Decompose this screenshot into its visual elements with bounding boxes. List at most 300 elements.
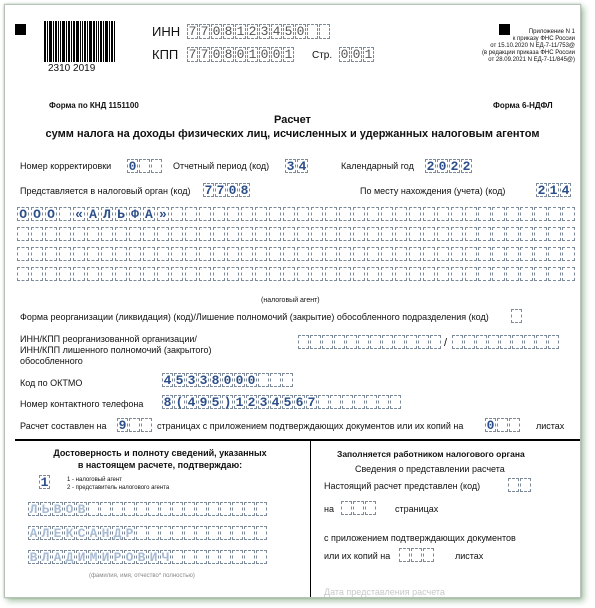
char-cell[interactable] (465, 207, 477, 221)
char-cell[interactable] (59, 247, 71, 261)
char-cell[interactable] (423, 548, 434, 562)
char-cell[interactable]: 0 (235, 372, 244, 388)
char-cell[interactable] (390, 395, 401, 409)
char-cell[interactable] (199, 247, 211, 261)
char-cell[interactable]: ( (175, 394, 184, 410)
char-cell[interactable]: Д (113, 525, 122, 541)
phone-cells[interactable] (162, 395, 402, 409)
char-cell[interactable] (512, 335, 523, 349)
char-cell[interactable] (199, 267, 211, 281)
char-cell[interactable] (213, 247, 225, 261)
char-cell[interactable] (322, 335, 333, 349)
char-cell[interactable] (437, 207, 449, 221)
char-cell[interactable] (311, 227, 323, 241)
char-cell[interactable] (311, 267, 323, 281)
char-cell[interactable] (241, 227, 253, 241)
char-cell[interactable]: 1 (549, 182, 558, 198)
char-cell[interactable] (184, 550, 195, 564)
char-cell[interactable] (534, 267, 546, 281)
char-cell[interactable]: 0 (128, 158, 137, 174)
char-cell[interactable]: ) (223, 394, 232, 410)
char-cell[interactable] (358, 335, 369, 349)
char-cell[interactable] (227, 227, 239, 241)
reorg-kpp-cells[interactable] (452, 335, 560, 349)
char-cell[interactable]: Е (53, 525, 62, 541)
char-cell[interactable] (297, 267, 309, 281)
char-cell[interactable] (17, 267, 29, 281)
char-cell[interactable] (399, 548, 410, 562)
char-cell[interactable]: 2 (247, 394, 256, 410)
char-cell[interactable]: 7 (188, 24, 197, 39)
char-cell[interactable] (465, 227, 477, 241)
char-cell[interactable] (129, 418, 140, 432)
char-cell[interactable] (87, 227, 99, 241)
char-cell[interactable] (346, 335, 357, 349)
char-cell[interactable]: 0 (212, 47, 221, 62)
char-cell[interactable] (318, 395, 329, 409)
char-cell[interactable] (562, 267, 574, 281)
char-cell[interactable]: Ь (41, 501, 50, 517)
char-cell[interactable] (139, 159, 150, 173)
char-cell[interactable] (520, 227, 532, 241)
char-cell[interactable] (115, 247, 127, 261)
char-cell[interactable] (148, 526, 159, 540)
char-cell[interactable] (548, 247, 560, 261)
char-cell[interactable] (256, 526, 267, 540)
char-cell[interactable] (59, 227, 71, 241)
char-cell[interactable] (88, 502, 99, 516)
char-cell[interactable]: Л (41, 525, 50, 541)
char-cell[interactable] (325, 267, 337, 281)
char-cell[interactable]: « (73, 207, 85, 221)
char-cell[interactable] (45, 267, 57, 281)
char-cell[interactable]: 0 (228, 182, 237, 198)
char-cell[interactable] (325, 207, 337, 221)
char-cell[interactable] (171, 227, 183, 241)
char-cell[interactable] (339, 227, 351, 241)
location-cells[interactable] (536, 183, 572, 197)
char-cell[interactable]: 8 (240, 182, 249, 198)
char-cell[interactable] (208, 526, 219, 540)
char-cell[interactable] (451, 267, 463, 281)
char-cell[interactable] (508, 478, 519, 492)
char-cell[interactable] (160, 502, 171, 516)
char-cell[interactable]: 0 (296, 24, 305, 39)
char-cell[interactable] (325, 227, 337, 241)
char-cell[interactable] (378, 395, 389, 409)
char-cell[interactable]: 6 (295, 394, 304, 410)
char-cell[interactable] (255, 207, 267, 221)
char-cell[interactable] (409, 247, 421, 261)
char-cell[interactable] (534, 247, 546, 261)
char-cell[interactable] (199, 227, 211, 241)
char-cell[interactable]: 9 (118, 417, 127, 433)
char-cell[interactable] (172, 502, 183, 516)
char-cell[interactable] (244, 502, 255, 516)
char-cell[interactable] (395, 207, 407, 221)
char-cell[interactable]: 2 (450, 158, 459, 174)
char-cell[interactable] (171, 207, 183, 221)
char-cell[interactable] (409, 227, 421, 241)
char-cell[interactable] (478, 267, 490, 281)
char-cell[interactable] (283, 267, 295, 281)
char-cell[interactable]: 3 (199, 372, 208, 388)
char-cell[interactable] (509, 418, 520, 432)
char-cell[interactable] (160, 526, 171, 540)
char-cell[interactable] (283, 227, 295, 241)
char-cell[interactable] (199, 207, 211, 221)
char-cell[interactable]: 2 (537, 182, 546, 198)
char-cell[interactable] (409, 207, 421, 221)
char-cell[interactable]: 4 (187, 394, 196, 410)
char-cell[interactable] (506, 247, 518, 261)
char-cell[interactable] (297, 207, 309, 221)
reorg-cells[interactable] (511, 309, 523, 323)
char-cell[interactable] (476, 335, 487, 349)
char-cell[interactable]: Л (101, 207, 113, 221)
char-cell[interactable]: 0 (352, 47, 361, 62)
right-pages-cells[interactable] (341, 501, 377, 515)
char-cell[interactable] (100, 502, 111, 516)
char-cell[interactable]: 4 (298, 158, 307, 174)
page-cells[interactable] (339, 47, 375, 62)
char-cell[interactable] (101, 247, 113, 261)
char-cell[interactable] (141, 418, 152, 432)
char-cell[interactable]: Ь (115, 207, 127, 221)
char-cell[interactable]: 0 (247, 372, 256, 388)
char-cell[interactable] (342, 395, 353, 409)
char-cell[interactable]: В (137, 549, 146, 565)
char-cell[interactable]: 0 (272, 47, 281, 62)
char-cell[interactable]: 1 (236, 24, 245, 39)
char-cell[interactable] (172, 526, 183, 540)
char-cell[interactable]: 1 (248, 47, 257, 62)
char-cell[interactable]: Д (65, 549, 74, 565)
char-cell[interactable]: О (125, 549, 134, 565)
char-cell[interactable]: 7 (216, 182, 225, 198)
char-cell[interactable] (506, 267, 518, 281)
char-cell[interactable] (101, 267, 113, 281)
right-code-cells[interactable] (508, 478, 532, 492)
char-cell[interactable]: 5 (211, 394, 220, 410)
char-cell[interactable] (409, 267, 421, 281)
char-cell[interactable] (157, 267, 169, 281)
char-cell[interactable] (227, 267, 239, 281)
char-cell[interactable] (520, 247, 532, 261)
char-cell[interactable] (143, 227, 155, 241)
char-cell[interactable] (184, 502, 195, 516)
char-cell[interactable] (354, 395, 365, 409)
char-cell[interactable] (353, 227, 365, 241)
char-cell[interactable] (220, 526, 231, 540)
char-cell[interactable] (115, 227, 127, 241)
char-cell[interactable] (548, 335, 559, 349)
char-cell[interactable] (283, 207, 295, 221)
char-cell[interactable] (381, 267, 393, 281)
char-cell[interactable] (172, 550, 183, 564)
char-cell[interactable] (73, 247, 85, 261)
char-cell[interactable] (406, 335, 417, 349)
char-cell[interactable]: О (65, 501, 74, 517)
char-cell[interactable]: К (65, 525, 74, 541)
char-cell[interactable] (297, 247, 309, 261)
char-cell[interactable]: 1 (364, 47, 373, 62)
char-cell[interactable]: 7 (200, 24, 209, 39)
char-cell[interactable] (423, 227, 435, 241)
char-cell[interactable] (87, 247, 99, 261)
char-cell[interactable] (256, 502, 267, 516)
char-cell[interactable] (17, 247, 29, 261)
correction-cells[interactable] (127, 159, 163, 173)
right-sheets-cells[interactable] (399, 548, 435, 562)
char-cell[interactable] (196, 526, 207, 540)
char-cell[interactable] (411, 548, 422, 562)
char-cell[interactable] (451, 207, 463, 221)
char-cell[interactable]: 3 (260, 24, 269, 39)
char-cell[interactable] (115, 267, 127, 281)
char-cell[interactable]: И (77, 549, 86, 565)
char-cell[interactable]: А (89, 525, 98, 541)
char-cell[interactable] (353, 267, 365, 281)
char-cell[interactable] (465, 267, 477, 281)
char-cell[interactable]: А (53, 549, 62, 565)
char-cell[interactable]: И (149, 549, 158, 565)
patronymic-cells[interactable] (28, 550, 268, 564)
char-cell[interactable] (381, 247, 393, 261)
char-cell[interactable]: О (45, 207, 57, 221)
char-cell[interactable] (129, 267, 141, 281)
char-cell[interactable] (208, 550, 219, 564)
char-cell[interactable] (258, 373, 269, 387)
char-cell[interactable] (452, 335, 463, 349)
char-cell[interactable]: 4 (271, 394, 280, 410)
char-cell[interactable] (395, 227, 407, 241)
char-cell[interactable] (548, 267, 560, 281)
last-name-cells[interactable] (28, 502, 268, 516)
char-cell[interactable] (437, 227, 449, 241)
char-cell[interactable] (269, 247, 281, 261)
composed-pages-cells[interactable] (117, 418, 153, 432)
char-cell[interactable] (269, 207, 281, 221)
char-cell[interactable] (196, 502, 207, 516)
char-cell[interactable] (185, 227, 197, 241)
char-cell[interactable] (270, 373, 281, 387)
char-cell[interactable] (136, 502, 147, 516)
char-cell[interactable]: 5 (175, 372, 184, 388)
char-cell[interactable] (511, 309, 522, 323)
char-cell[interactable] (562, 207, 574, 221)
signer-cell[interactable] (39, 475, 51, 489)
char-cell[interactable] (367, 207, 379, 221)
char-cell[interactable] (45, 227, 57, 241)
char-cell[interactable] (269, 267, 281, 281)
char-cell[interactable] (366, 395, 377, 409)
char-cell[interactable] (232, 526, 243, 540)
char-cell[interactable] (339, 267, 351, 281)
char-cell[interactable] (148, 502, 159, 516)
char-cell[interactable] (423, 267, 435, 281)
char-cell[interactable] (255, 247, 267, 261)
char-cell[interactable] (73, 267, 85, 281)
agent-name-grid[interactable] (17, 207, 576, 287)
char-cell[interactable] (297, 227, 309, 241)
char-cell[interactable] (506, 227, 518, 241)
char-cell[interactable]: А (143, 207, 155, 221)
char-cell[interactable] (227, 207, 239, 221)
char-cell[interactable] (418, 335, 429, 349)
char-cell[interactable] (45, 247, 57, 261)
char-cell[interactable] (520, 207, 532, 221)
char-cell[interactable] (307, 24, 318, 39)
char-cell[interactable] (213, 267, 225, 281)
char-cell[interactable] (208, 502, 219, 516)
char-cell[interactable] (339, 207, 351, 221)
char-cell[interactable] (492, 247, 504, 261)
char-cell[interactable] (506, 207, 518, 221)
char-cell[interactable] (171, 247, 183, 261)
inn-cells[interactable] (187, 24, 331, 39)
char-cell[interactable] (171, 267, 183, 281)
char-cell[interactable] (143, 247, 155, 261)
oktmo-cells[interactable] (162, 373, 294, 387)
char-cell[interactable] (101, 227, 113, 241)
char-cell[interactable] (534, 227, 546, 241)
char-cell[interactable]: 8 (163, 394, 172, 410)
char-cell[interactable] (220, 550, 231, 564)
kpp-cells[interactable] (187, 47, 295, 62)
char-cell[interactable] (311, 247, 323, 261)
char-cell[interactable]: 3 (259, 394, 268, 410)
char-cell[interactable] (536, 335, 547, 349)
char-cell[interactable] (478, 207, 490, 221)
char-cell[interactable] (311, 207, 323, 221)
char-cell[interactable] (184, 526, 195, 540)
char-cell[interactable]: Н (101, 525, 110, 541)
char-cell[interactable] (220, 502, 231, 516)
char-cell[interactable] (124, 502, 135, 516)
char-cell[interactable]: 0 (486, 417, 495, 433)
char-cell[interactable] (520, 267, 532, 281)
char-cell[interactable]: 8 (224, 24, 233, 39)
char-cell[interactable]: 1 (284, 47, 293, 62)
char-cell[interactable] (227, 247, 239, 261)
char-cell[interactable] (59, 207, 71, 221)
char-cell[interactable] (196, 550, 207, 564)
char-cell[interactable] (465, 247, 477, 261)
char-cell[interactable]: 0 (260, 47, 269, 62)
char-cell[interactable]: Л (41, 549, 50, 565)
char-cell[interactable] (451, 227, 463, 241)
char-cell[interactable] (334, 335, 345, 349)
char-cell[interactable] (488, 335, 499, 349)
char-cell[interactable] (367, 247, 379, 261)
char-cell[interactable] (31, 247, 43, 261)
first-name-cells[interactable] (28, 526, 268, 540)
char-cell[interactable] (87, 267, 99, 281)
char-cell[interactable]: О (31, 207, 43, 221)
char-cell[interactable] (381, 207, 393, 221)
char-cell[interactable] (353, 247, 365, 261)
char-cell[interactable] (256, 550, 267, 564)
composed-sheets-cells[interactable] (485, 418, 521, 432)
char-cell[interactable] (185, 247, 197, 261)
char-cell[interactable]: 0 (438, 158, 447, 174)
char-cell[interactable]: В (53, 501, 62, 517)
char-cell[interactable]: » (157, 207, 169, 221)
char-cell[interactable] (330, 395, 341, 409)
char-cell[interactable] (548, 227, 560, 241)
tax-authority-cells[interactable] (203, 183, 251, 197)
char-cell[interactable] (283, 247, 295, 261)
char-cell[interactable]: 3 (286, 158, 295, 174)
char-cell[interactable]: В (29, 549, 38, 565)
char-cell[interactable] (520, 478, 531, 492)
char-cell[interactable] (548, 207, 560, 221)
char-cell[interactable] (244, 526, 255, 540)
char-cell[interactable] (381, 227, 393, 241)
char-cell[interactable] (269, 227, 281, 241)
char-cell[interactable] (341, 501, 352, 515)
char-cell[interactable]: Л (29, 501, 38, 517)
char-cell[interactable]: 8 (211, 372, 220, 388)
char-cell[interactable]: С (77, 525, 86, 541)
char-cell[interactable]: 2 (426, 158, 435, 174)
char-cell[interactable] (562, 247, 574, 261)
char-cell[interactable] (478, 247, 490, 261)
char-cell[interactable] (423, 207, 435, 221)
char-cell[interactable] (17, 227, 29, 241)
char-cell[interactable] (31, 227, 43, 241)
char-cell[interactable]: Ф (129, 207, 141, 221)
char-cell[interactable] (213, 207, 225, 221)
char-cell[interactable] (282, 373, 293, 387)
char-cell[interactable] (310, 335, 321, 349)
char-cell[interactable]: 0 (223, 372, 232, 388)
char-cell[interactable] (367, 227, 379, 241)
char-cell[interactable] (143, 267, 155, 281)
char-cell[interactable] (478, 227, 490, 241)
char-cell[interactable] (185, 267, 197, 281)
char-cell[interactable] (255, 227, 267, 241)
char-cell[interactable]: 7 (204, 182, 213, 198)
char-cell[interactable] (353, 501, 364, 515)
char-cell[interactable]: А (87, 207, 99, 221)
char-cell[interactable]: Р (113, 549, 122, 565)
reorg-inn-cells[interactable] (298, 335, 442, 349)
char-cell[interactable]: 9 (199, 394, 208, 410)
char-cell[interactable]: 5 (284, 24, 293, 39)
char-cell[interactable] (395, 247, 407, 261)
char-cell[interactable] (59, 267, 71, 281)
char-cell[interactable] (136, 526, 147, 540)
char-cell[interactable]: 0 (340, 47, 349, 62)
char-cell[interactable] (112, 502, 123, 516)
char-cell[interactable] (353, 207, 365, 221)
char-cell[interactable]: 4 (561, 182, 570, 198)
char-cell[interactable] (367, 267, 379, 281)
char-cell[interactable]: 8 (224, 47, 233, 62)
char-cell[interactable]: 0 (212, 24, 221, 39)
char-cell[interactable]: 0 (236, 47, 245, 62)
char-cell[interactable]: 7 (188, 47, 197, 62)
char-cell[interactable] (394, 335, 405, 349)
char-cell[interactable] (500, 335, 511, 349)
char-cell[interactable] (464, 335, 475, 349)
char-cell[interactable] (437, 247, 449, 261)
char-cell[interactable]: 1 (40, 474, 49, 490)
char-cell[interactable]: О (17, 207, 29, 221)
char-cell[interactable] (213, 227, 225, 241)
